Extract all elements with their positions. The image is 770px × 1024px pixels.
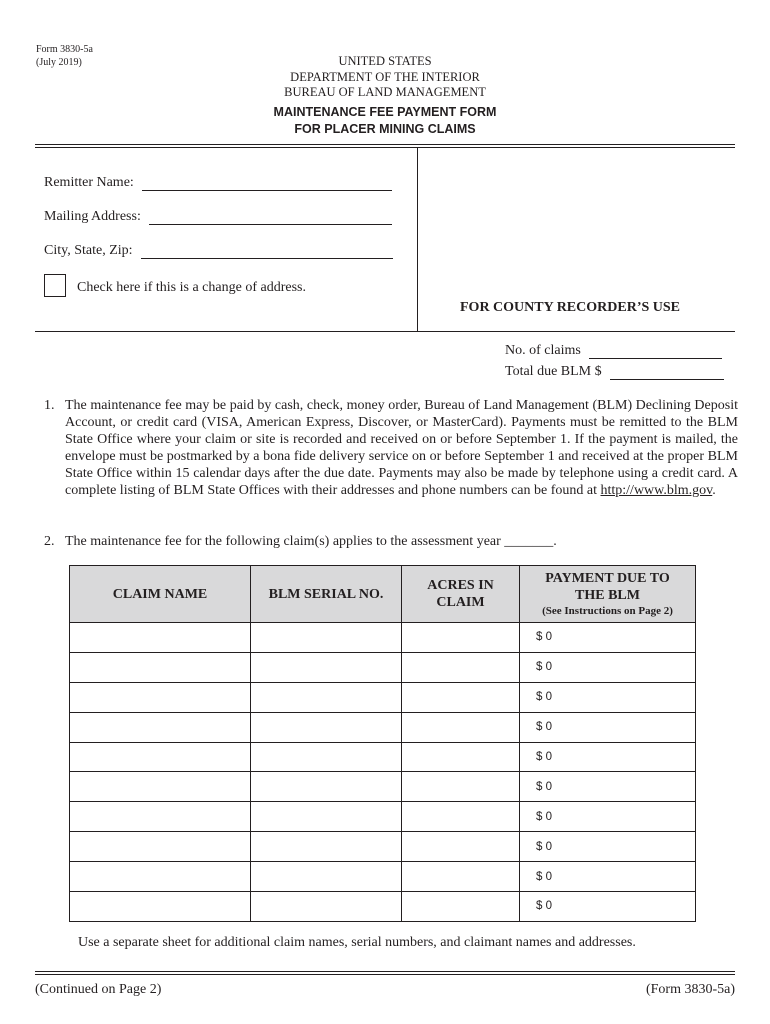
acres-cell[interactable]: [402, 772, 520, 802]
form-number: Form 3830-5a: [36, 44, 93, 55]
instruction-2-end: .: [553, 534, 557, 549]
acres-cell[interactable]: [402, 652, 520, 682]
header-payment-note: (See Instructions on Page 2): [542, 604, 673, 617]
blm-serial-cell[interactable]: [251, 623, 402, 653]
payment-due-cell[interactable]: $ 0: [520, 623, 696, 653]
payment-due-cell[interactable]: $ 0: [520, 862, 696, 892]
section-divider: [35, 331, 735, 332]
claim-name-cell[interactable]: [70, 892, 251, 922]
claim-name-cell[interactable]: [70, 802, 251, 832]
header-payment-line-1: PAYMENT DUE TO: [545, 570, 670, 586]
header-claim-name: CLAIM NAME: [70, 566, 251, 623]
claim-row: [70, 742, 696, 772]
form-title-line-1: MAINTENANCE FEE PAYMENT FORM: [273, 105, 497, 119]
payment-due-cell[interactable]: $ 0: [520, 772, 696, 802]
claim-name-cell[interactable]: [70, 862, 251, 892]
payment-due-cell[interactable]: $ 0: [520, 832, 696, 862]
claim-row: [70, 772, 696, 802]
claim-name-cell[interactable]: [70, 742, 251, 772]
mailing-address-field[interactable]: [149, 210, 392, 225]
no-of-claims-field[interactable]: [589, 344, 722, 359]
blm-serial-cell[interactable]: [251, 742, 402, 772]
instruction-1-text-block: [65, 397, 738, 499]
header-blm-serial-no: BLM SERIAL NO.: [251, 566, 402, 623]
payment-due-cell[interactable]: $ 0: [520, 652, 696, 682]
claim-row: [70, 832, 696, 862]
blm-serial-cell[interactable]: [251, 682, 402, 712]
acres-cell[interactable]: [402, 862, 520, 892]
payment-due-cell[interactable]: $ 0: [520, 802, 696, 832]
instruction-1-number: 1.: [44, 398, 55, 413]
blm-serial-cell[interactable]: [251, 862, 402, 892]
agency-block: [0, 54, 770, 101]
claim-row: [70, 862, 696, 892]
header-payment-due: [520, 566, 696, 623]
claim-name-cell[interactable]: [70, 682, 251, 712]
claim-name-cell[interactable]: [70, 712, 251, 742]
city-state-zip-field[interactable]: [141, 244, 393, 259]
claims-table-header: [70, 566, 696, 623]
total-due-label: Total due BLM $: [505, 364, 602, 379]
form-title-line-2: FOR PLACER MINING CLAIMS: [294, 122, 476, 136]
footer-divider-2: [35, 974, 735, 975]
acres-cell[interactable]: [402, 623, 520, 653]
city-state-zip-label: City, State, Zip:: [44, 243, 133, 258]
form-number-footer: (Form 3830-5a): [645, 982, 735, 997]
instruction-2-text: The maintenance fee for the following claim(s) applies to the assessment year: [65, 534, 501, 549]
blm-website-link[interactable]: http://www.blm.gov: [600, 483, 713, 498]
acres-cell[interactable]: [402, 742, 520, 772]
instruction-1-end: .: [712, 483, 716, 498]
instruction-2-text-block: [65, 533, 738, 550]
footer-divider-1: [35, 971, 735, 972]
payment-due-cell[interactable]: $ 0: [520, 682, 696, 712]
top-divider-1: [35, 144, 735, 145]
remitter-name-row: [44, 175, 392, 191]
acres-cell[interactable]: [402, 712, 520, 742]
city-state-zip-row: [44, 243, 393, 259]
remitter-name-label: Remitter Name:: [44, 175, 134, 190]
total-due-row: [505, 364, 724, 380]
agency-line-3: BUREAU OF LAND MANAGEMENT: [284, 85, 486, 99]
instruction-1-text: The maintenance fee may be paid by cash, check, money order, Bureau of Land Management (BLM) Declining Deposit Account, or credit card (VISA, American Express, Discover, or MasterCard). Payments must be remitted to the BLM State Office where your claim or site is recorded and received on or before September 1. If the payment is mailed, the envelope must be postmarked by a bona fide delivery service on or before September 1 and received at the proper BLM State Office within 15 calendar days after the due date. Payments may also be made by telephone using a credit card. A complete listing of BLM State Offices with their addresses and phone numbers can be found at: [65, 398, 738, 498]
claim-name-cell[interactable]: [70, 772, 251, 802]
mailing-address-row: [44, 209, 392, 225]
payment-due-cell[interactable]: $ 0: [520, 712, 696, 742]
claim-name-cell[interactable]: [70, 832, 251, 862]
instruction-2-number: 2.: [44, 534, 55, 549]
continued-on-page-2: (Continued on Page 2): [35, 982, 162, 997]
total-due-field[interactable]: [610, 365, 724, 380]
header-payment-line-2: THE BLM: [575, 587, 640, 603]
no-of-claims-label: No. of claims: [505, 343, 581, 358]
claim-row: [70, 892, 696, 922]
blm-serial-cell[interactable]: [251, 652, 402, 682]
agency-line-2: DEPARTMENT OF THE INTERIOR: [290, 69, 480, 84]
payment-due-cell[interactable]: $ 0: [520, 742, 696, 772]
blm-serial-cell[interactable]: [251, 892, 402, 922]
form-date: (July 2019): [36, 57, 82, 68]
change-of-address-label: Check here if this is a change of address.: [77, 280, 306, 295]
claim-row: [70, 652, 696, 682]
claim-row: [70, 623, 696, 653]
county-recorder-use-label: FOR COUNTY RECORDER’S USE: [460, 300, 681, 315]
header-acres-in-claim: [402, 566, 520, 623]
header-acres-line-1: ACRES IN: [427, 578, 494, 593]
agency-line-1: UNITED STATES: [338, 54, 432, 68]
acres-cell[interactable]: [402, 832, 520, 862]
claim-name-cell[interactable]: [70, 652, 251, 682]
assessment-year-field[interactable]: _______: [504, 534, 554, 549]
acres-cell[interactable]: [402, 802, 520, 832]
claim-row: [70, 802, 696, 832]
claims-table: [69, 565, 696, 922]
no-of-claims-row: [505, 343, 722, 359]
blm-serial-cell[interactable]: [251, 712, 402, 742]
instruction-2: [44, 533, 738, 550]
instruction-1: [44, 397, 738, 499]
change-of-address-checkbox[interactable]: [44, 274, 66, 297]
top-divider-2: [35, 147, 735, 148]
header-acres-line-2: CLAIM: [436, 595, 485, 610]
remitter-name-field[interactable]: [142, 176, 392, 191]
additional-sheet-note: Use a separate sheet for additional claim names, serial numbers, and claimant names and addresses.: [78, 935, 636, 950]
claim-row: [70, 682, 696, 712]
blm-serial-cell[interactable]: [251, 832, 402, 862]
blm-serial-cell[interactable]: [251, 802, 402, 832]
mailing-address-label: Mailing Address:: [44, 209, 141, 224]
payment-due-cell[interactable]: $ 0: [520, 892, 696, 922]
claim-row: [70, 712, 696, 742]
form-title: [0, 104, 770, 138]
claim-name-cell[interactable]: [70, 623, 251, 653]
county-section-divider: [417, 147, 418, 331]
acres-cell[interactable]: [402, 682, 520, 712]
acres-cell[interactable]: [402, 892, 520, 922]
blm-serial-cell[interactable]: [251, 772, 402, 802]
